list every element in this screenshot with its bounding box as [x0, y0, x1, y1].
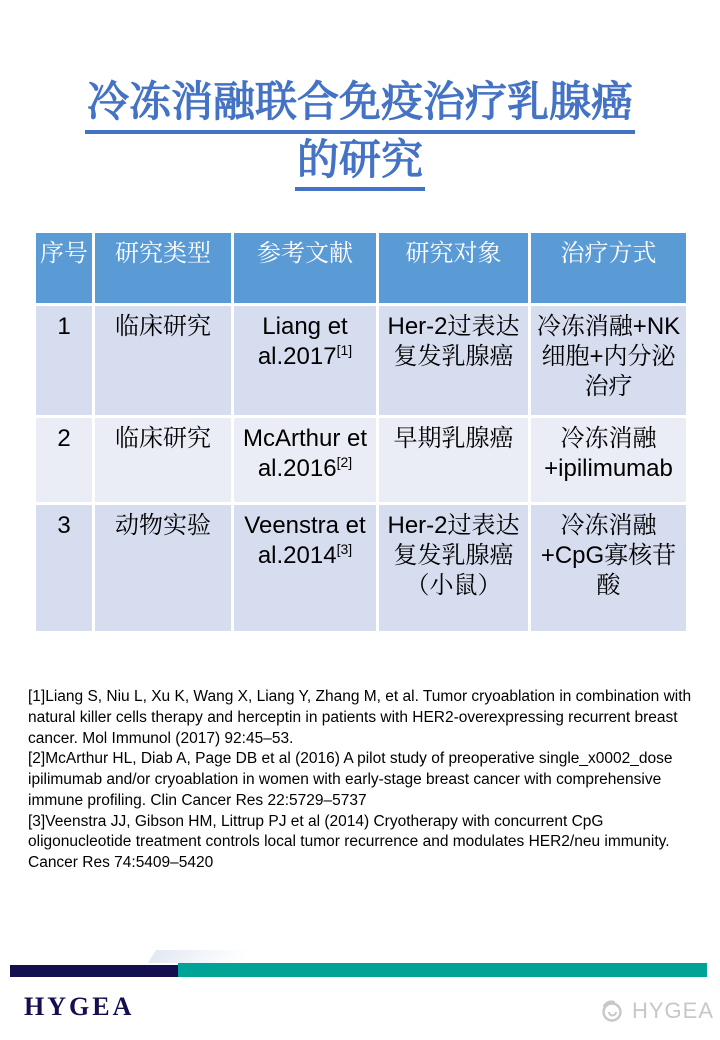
slide-title — [0, 76, 720, 191]
cell-reference — [233, 504, 378, 633]
reference-superscript: [2] — [336, 454, 353, 470]
table-row-2 — [35, 417, 688, 504]
reference-superscript: [1] — [336, 342, 353, 358]
cell-treatment: 冷冻消融+CpG寡核苷酸 — [530, 504, 688, 633]
hygea-logo-text: HYGEA — [24, 992, 135, 1021]
table-row-1 — [35, 305, 688, 417]
footer-bar-navy — [10, 965, 178, 977]
header-cell-subject: 研究对象 — [378, 232, 530, 305]
slide-title-line-1: 冷冻消融联合免疫治疗乳腺癌 — [85, 76, 635, 134]
study-table — [33, 230, 689, 634]
header-cell-reference: 参考文献 — [233, 232, 378, 305]
watermark-text: HYGEA — [632, 998, 715, 1023]
reference-text: Liang et al.2017 — [257, 313, 348, 370]
cell-reference — [233, 417, 378, 504]
header-cell-no: 序号 — [35, 232, 94, 305]
footnote-3: [3]Veenstra JJ, Gibson HM, Littrup PJ et al (2014) Cryotherapy with concurrent CpG oligonucleotide treatment controls local tumor recurrence and modulates HER2/neu immunity. Cancer Res 74:5409–5420 — [28, 812, 670, 872]
cell-no: 3 — [35, 504, 94, 633]
reference-text: McArthur et al.2016 — [242, 425, 368, 482]
header-cell-treatment: 治疗方式 — [530, 232, 688, 305]
footer-bar-teal — [178, 963, 707, 977]
cell-study-type: 临床研究 — [94, 417, 233, 504]
footnote-1: [1]Liang S, Niu L, Xu K, Wang X, Liang Y, Zhang M, et al. Tumor cryoablation in combination with natural killer cells therapy and herceptin in patients with HER2-overexpressing recurrent breast cancer. Mol Immunol (2017) 92:45–53. — [28, 688, 692, 747]
cell-no: 2 — [35, 417, 94, 504]
table-header-row — [35, 232, 688, 305]
footer-bar-highlight — [148, 950, 251, 963]
cell-study-type: 临床研究 — [94, 305, 233, 417]
cell-subject: Her-2过表达复发乳腺癌 — [378, 305, 530, 417]
footnotes-block — [28, 687, 694, 874]
footnote-2: [2]McArthur HL, Diab A, Page DB et al (2016) A pilot study of preoperative single_x0002_dose ipilimumab and/or cryoablation in women with early-stage breast cancer with comprehensive immune profiling. Clin Cancer Res 22:5729–5737 — [28, 750, 673, 809]
cell-reference — [233, 305, 378, 417]
logo-mark-icon — [599, 998, 625, 1024]
cell-subject: Her-2过表达复发乳腺癌（小鼠） — [378, 504, 530, 633]
cell-no: 1 — [35, 305, 94, 417]
cell-subject: 早期乳腺癌 — [378, 417, 530, 504]
watermark — [599, 998, 714, 1024]
header-cell-study-type: 研究类型 — [94, 232, 233, 305]
reference-text: Veenstra et al.2014 — [244, 512, 366, 569]
slide-title-line-2: 的研究 — [295, 134, 425, 192]
reference-superscript: [3] — [336, 541, 353, 557]
table-row-3 — [35, 504, 688, 633]
cell-treatment: 冷冻消融+NK细胞+内分泌治疗 — [530, 305, 688, 417]
cell-study-type: 动物实验 — [94, 504, 233, 633]
cell-treatment: 冷冻消融+ipilimumab — [530, 417, 688, 504]
